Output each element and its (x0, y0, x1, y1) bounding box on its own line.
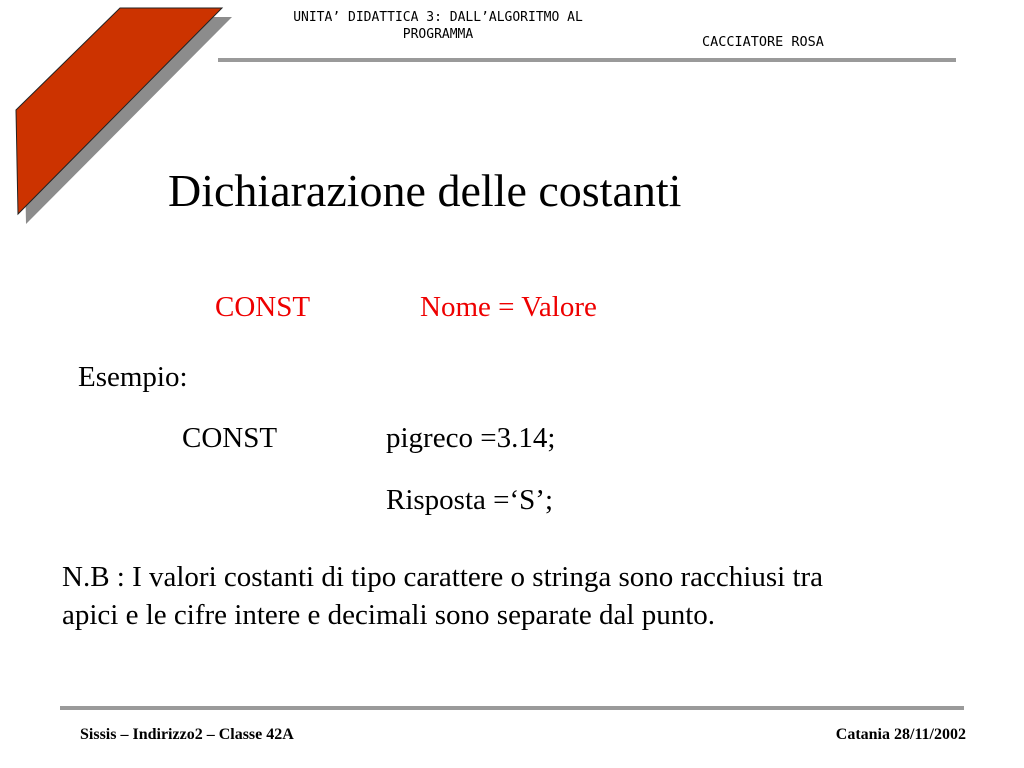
syntax-keyword: CONST (215, 291, 311, 323)
example-line-pigreco: pigreco =3.14; (386, 422, 556, 454)
note-line: N.B : I valori costanti di tipo carattere o stringa sono racchiusi tra (62, 561, 824, 593)
note-line: apici e le cifre intere e decimali sono separate dal punto. (62, 599, 716, 631)
example-keyword: CONST (182, 422, 278, 454)
header-divider (218, 58, 956, 62)
footer-date: Catania 28/11/2002 (835, 726, 966, 743)
slide-title: Dichiarazione delle costanti (168, 165, 682, 216)
footer-course: Sissis – Indirizzo2 – Classe 42A (80, 726, 294, 743)
header-author: CACCIATORE ROSA (702, 34, 824, 50)
header-title: UNITA’ DIDATTICA 3: DALL’ALGORITMO AL PROGRAMMA (293, 10, 583, 42)
note-paragraph (62, 558, 982, 634)
syntax-rule: Nome = Valore (420, 291, 597, 323)
example-line-risposta: Risposta =‘S’; (386, 484, 554, 516)
example-label: Esempio: (78, 361, 188, 393)
footer-divider (60, 706, 964, 710)
